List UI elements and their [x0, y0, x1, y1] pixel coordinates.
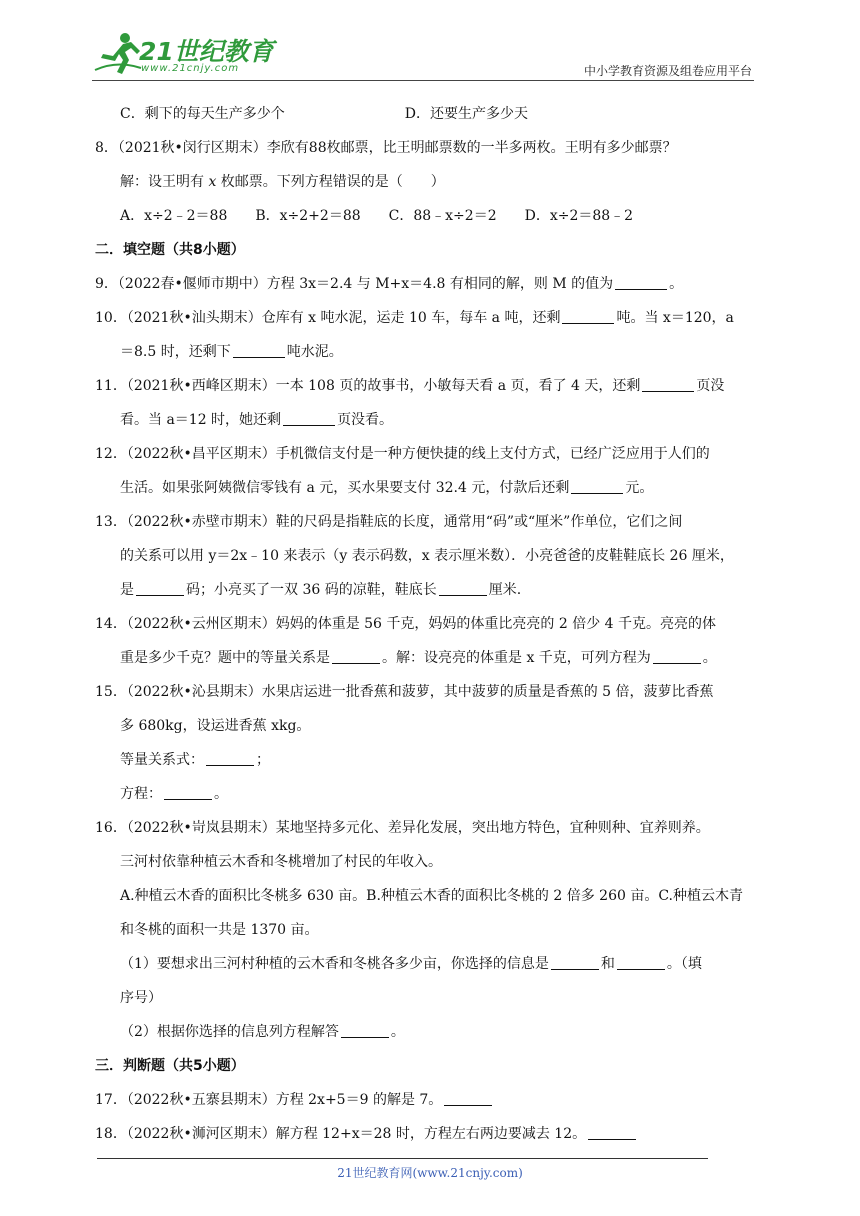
- answer-blank[interactable]: [562, 309, 614, 324]
- answer-blank[interactable]: [164, 785, 212, 800]
- answer-blank[interactable]: [551, 955, 599, 970]
- answer-blank[interactable]: [653, 649, 701, 664]
- q16-line1: 16．（2022秋•岢岚县期末）某地坚持多元化、差异化发展，突出地方特色，宜种则种、宜养则养。: [95, 820, 710, 836]
- answer-blank[interactable]: [332, 649, 380, 664]
- header-rule: [92, 80, 754, 81]
- platform-name: 中小学教育资源及组卷应用平台: [583, 64, 752, 78]
- running-man-icon: [93, 30, 143, 78]
- q16-line6: 序号）: [120, 990, 162, 1006]
- section-fill-blank: 二．填空题（共8小题）: [95, 242, 245, 258]
- q14-line2: 重是多少千克？题中的等量关系是 。解：设亮亮的体重是 x 千克，可列方程为 。: [120, 650, 717, 666]
- q8-options: A．x÷2﹣2＝88 B．x÷2+2＝88 C．88﹣x÷2＝2 D．x÷2＝88﹣2: [120, 208, 634, 224]
- q15-line3: 等量关系式： ；: [120, 752, 270, 768]
- page-header: [0, 0, 860, 90]
- q16-line3: A.种植云木香的面积比冬桃多 630 亩。B.种植云木香的面积比冬桃的 2 倍多 260 亩。C.种植云木青: [120, 888, 744, 904]
- q17: 17．（2022秋•五寨县期末）方程 2x+5＝9 的解是 7。: [95, 1090, 494, 1110]
- q13-line2: 的关系可以用 y＝2x﹣10 来表示（y 表示码数，x 表示厘米数）．小亮爸爸的皮鞋鞋底长 26 厘米，: [120, 548, 734, 564]
- q16-line2: 三河村依靠种植云木香和冬桃增加了村民的年收入。: [120, 854, 442, 870]
- page-footer: 21世纪教育网(www.21cnjy.com): [337, 1166, 523, 1180]
- q8-sub: 解：设王明有 x 枚邮票。下列方程错误的是（ ）: [120, 174, 445, 190]
- site-logo: [93, 30, 274, 78]
- q12-line2: 生活。如果张阿姨微信零钱有 a 元，买水果要支付 32.4 元，付款后还剩 元。: [120, 480, 654, 496]
- answer-blank[interactable]: [341, 1023, 389, 1038]
- q16-line4: 和冬桃的面积一共是 1370 亩。: [120, 922, 319, 938]
- q10-line2: ＝8.5 时，还剩下 吨水泥。: [120, 344, 343, 360]
- q8-stem: 8．（2021秋•闵行区期末）李欣有88枚邮票，比王明邮票数的一半多两枚。王明有多少邮票？: [95, 140, 677, 156]
- answer-blank[interactable]: [136, 581, 184, 596]
- q14-line1: 14．（2022秋•云州区期末）妈妈的体重是 56 千克，妈妈的体重比亮亮的 2 倍少 4 千克。亮亮的体: [95, 616, 717, 632]
- q18: 18．（2022秋•浉河区期末）解方程 12+x＝28 时，方程左右两边要减去 12。: [95, 1124, 638, 1144]
- answer-blank[interactable]: [588, 1125, 636, 1140]
- q9: 9．（2022春•偃师市期中）方程 3x＝2.4 与 M+x＝4.8 有相同的解，则 M 的值为 。: [95, 276, 684, 292]
- q15-line2: 多 680kg，设运进香蕉 xkg。: [120, 718, 311, 734]
- q13-line3: 是 码；小亮买了一双 36 码的凉鞋，鞋底长 厘米.: [120, 582, 522, 598]
- q10-line1: 10．（2021秋•汕头期末）仓库有 x 吨水泥，运走 10 车，每车 a 吨，还剩 吨。当 x＝120，a: [95, 310, 734, 326]
- q11-line2: 看。当 a＝12 时，她还剩 页没看。: [120, 412, 394, 428]
- q7-option-d: D．还要生产多少天: [404, 106, 528, 122]
- q16-line5: （1）要想求出三河村种植的云木香和冬桃各多少亩，你选择的信息是 和 。（填: [120, 956, 702, 972]
- q7-options: [120, 104, 528, 124]
- q7-option-c: C．剩下的每天生产多少个: [120, 106, 285, 122]
- q13-line1: 13．（2022秋•赤壁市期末）鞋的尺码是指鞋底的长度，通常用“码”或“厘米”作单位，它们之间: [95, 514, 683, 530]
- footer-rule: [97, 1158, 708, 1159]
- q16-line7: （2）根据你选择的信息列方程解答 。: [120, 1024, 405, 1040]
- answer-blank[interactable]: [444, 1091, 492, 1106]
- q15-line4: 方程： 。: [120, 786, 228, 802]
- answer-blank[interactable]: [283, 411, 335, 426]
- q15-line1: 15．（2022秋•沁县期末）水果店运进一批香蕉和菠萝，其中菠萝的质量是香蕉的 5 倍，菠萝比香蕉: [95, 684, 714, 700]
- answer-blank[interactable]: [617, 955, 665, 970]
- answer-blank[interactable]: [642, 377, 694, 392]
- section-true-false: 三．判断题（共5小题）: [95, 1058, 245, 1074]
- answer-blank[interactable]: [439, 581, 487, 596]
- q12-line1: 12．（2022秋•昌平区期末）手机微信支付是一种方便快捷的线上支付方式，已经广泛应用于人们的: [95, 446, 710, 462]
- answer-blank[interactable]: [571, 479, 623, 494]
- answer-blank[interactable]: [233, 343, 285, 358]
- q11-line1: 11．（2021秋•西峰区期末）一本 108 页的故事书，小敏每天看 a 页，看了 4 天，还剩 页没: [95, 378, 725, 394]
- answer-blank[interactable]: [615, 275, 667, 290]
- logo-text: 21世纪教育: [139, 37, 274, 66]
- logo-url: www.21cnjy.com: [141, 63, 240, 74]
- answer-blank[interactable]: [206, 751, 254, 766]
